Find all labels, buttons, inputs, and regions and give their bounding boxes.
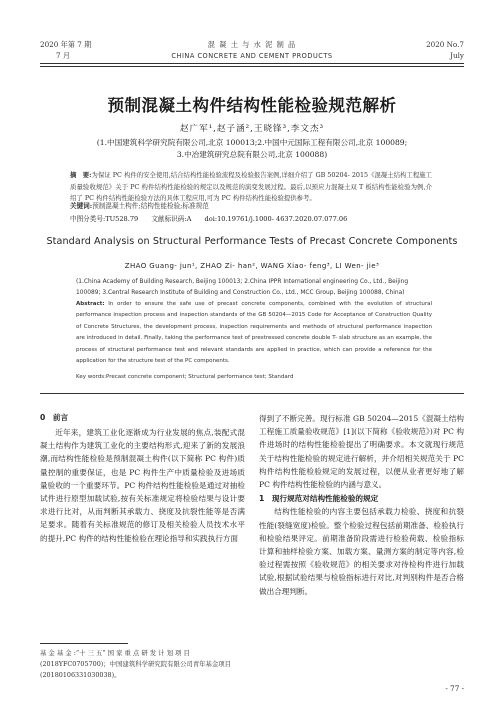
header-rule-thin <box>40 66 464 67</box>
english-affiliation-2: 100089; 3.Central Research Institute of Building and Construction Co., Ltd., MCC Group, Beijing 100088, China) <box>76 290 405 296</box>
header-rule <box>40 63 464 64</box>
english-keywords <box>76 372 432 383</box>
issue-month-en: July <box>450 51 464 60</box>
journal-name-en: CHINA CONCRETE AND CEMENT PRODUCTS <box>171 52 333 60</box>
section-divider <box>40 393 464 394</box>
keywords-cn <box>70 200 209 210</box>
article-authors: 赵广军¹,赵子涵²,王晓锋³,李文杰³ <box>179 124 325 134</box>
page-number: - 77 - <box>445 684 464 693</box>
english-abstract <box>76 299 432 367</box>
english-authors: ZHAO Guang- jun¹, ZHAO Zi- han², WANG Xiao- feng³, LI Wen- jie³ <box>124 262 380 270</box>
abstract-label: 摘 要: <box>70 171 92 179</box>
issue-number-en: 2020 No.7 <box>426 40 464 49</box>
article-title: 预制混凝土构件结构性能检验规范解析 <box>107 96 397 115</box>
english-affiliation-1: (1.China Academy of Building Research, Beijing 100013; 2.China IPPR International engineering Co., Ltd., Beijing <box>76 279 409 285</box>
section-1-title: 1 现行规范对结构性能检验的规定 <box>259 494 379 504</box>
footnote-rule <box>40 643 128 644</box>
affiliation-line-1: (1.中国建筑科学研究院有限公司,北京 100013;2.中国中元国际工程有限公司,北京 100089; <box>96 138 408 147</box>
section-1-paragraph: 结构性能检验的内容主要包括承载力检验、挠度和抗裂性能(裂缝宽度)检验。整个检验过程包括前期准备、检验执行和检验结果评定。前期准备阶段需进行检验荷载、检验指标计算和抽样检验方案、加载方案、量测方案的制定等内容,检验过程需按照《验收规范》的相关要求对待检构件进行加载试验,根据试验结果与检验指标进行对比,对判别构件是否合格做出合理判断。 <box>259 507 464 596</box>
english-title: Standard Analysis on Structural Performance Tests of Precast Concrete Components <box>46 236 458 247</box>
intro-paragraph: 近年来，建筑工业化逐渐成为行业发展的焦点,装配式混凝土结构作为建筑工业化的主要结构形式,迎来了新的发展浪潮,而结构性能检验是预制混凝土构件(以下简称 PC 构件)质量控制的重要保证，也是 PC 构件生产中质量检验及进场质量验收的一个重要环节。PC 构件结构性能检验是通过对抽检试件进行原型加载试验,按有关标准规定将检验结果与设计要求进行比对，从而判断其承载力、挠度及抗裂性能等是否满足要求。随着有关标准规范的修订及相关检验人员技术水平的提升,PC 构件的结构性能检验在理论指导和实践执行方面 <box>40 428 245 543</box>
abstract-text: 为保证 PC 构件的安全使用,结合结构性能检验流程及检验报告案例,详细介绍了 GB 50204- 2015《混凝土结构工程施工质量验收规范》关于 PC 构件结构性能检验的规定以及规范的演变发展过程。最后,以预应力混凝土双 T 板结构性能检验为例,介绍了 PC 构件结构性能检验方法的具体工程应用,可为 PC 构件结构性能检验提供参考。 <box>70 171 433 203</box>
english-keywords-text: Precast concrete component; Structural performance test; Standard <box>105 374 294 380</box>
issue-year: 2020 年第 7 期 <box>40 40 92 49</box>
intro-continuation: 得到了不断完善。现行标准 GB 50204—2015《混凝土结构工程施工质量验收规范》[1](以下简称《验收规范》)对 PC 构件进场时的结构性能检验提出了明确要求。本文就现行规范关于结构性能检验的规定进行解析，并介绍相关规范关于 PC 构件结构性能检验规定的发展过程，以便从业者更好地了解 PC 构件结构性能检验的内涵与意义。 <box>259 414 464 490</box>
funding-note: 基 金 基 金 :“十 三 五” 国 家 重 点 研 发 计 划 项 目(2018YFC0705700)；中国建筑科学研究院有限公司青年基金项目(20180106331030038)。 <box>40 649 232 679</box>
english-abstract-text: In order to ensure the safe use of precast concrete components, combined with the evolution of structural performance inspection process and inspection standards of the GB 50204—2015 Code for Acceptance of Construction Quality of Concrete Structures, the development process, inspection requirements and methods of structural performance inspection are introduced in detail. Finally, taking the performance test of prestressed concrete double T- slab structure as an example, the process of structural performance test and relevant standards are applied in practice, which can provide a reference for the application for the structure test of the PC components. <box>76 301 432 365</box>
right-column <box>259 412 464 598</box>
english-keywords-label: Key words: <box>76 374 106 380</box>
journal-name-cn: 混 凝 土 与 水 泥 制 品 <box>207 40 297 49</box>
classification-line: 中图分类号:TU528.79 文献标识码:A doi:10.19761/j.1000- 4637.2020.07.077.06 <box>70 215 348 223</box>
section-0-title: 0 前言 <box>40 413 69 422</box>
issue-month: 7 月 <box>56 51 71 60</box>
left-column <box>40 426 245 638</box>
keywords-label: 关键词: <box>70 202 93 210</box>
affiliation-line-2: 3.中冶建筑研究总院有限公司,北京 100088) <box>176 150 328 159</box>
english-abstract-label: Abstract: <box>76 301 105 307</box>
keywords-text: 预制混凝土构件;结构性能检验;标准规范 <box>92 202 209 210</box>
